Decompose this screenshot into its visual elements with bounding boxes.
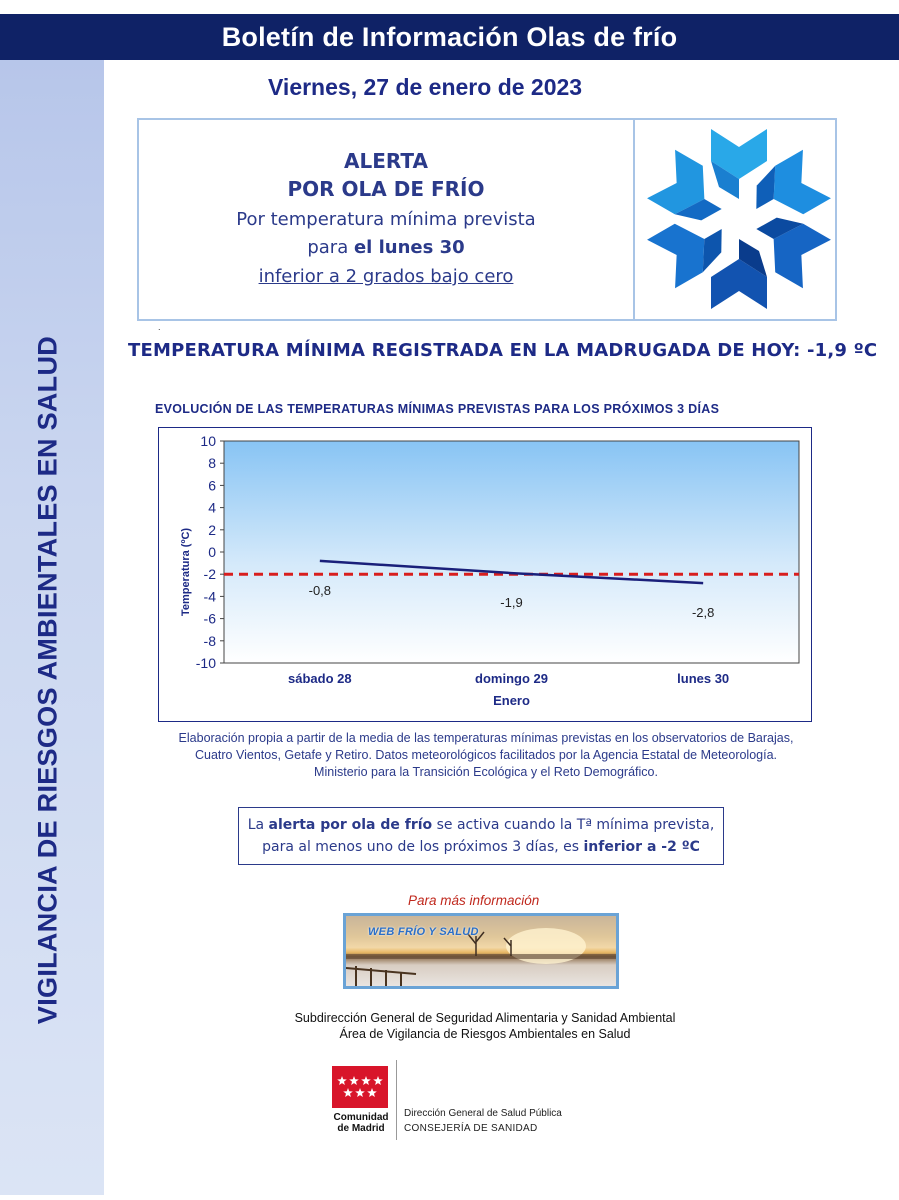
y-tick-label: -8 [203,632,216,649]
rule-text-2: se activa cuando la Tª mínima prevista, [432,817,715,833]
rule-text-1: La [247,817,269,833]
data-label: -0,8 [308,582,332,598]
chart-title: EVOLUCIÓN DE LAS TEMPERATURAS MÍNIMAS PREVISTAS PARA LOS PRÓXIMOS 3 DÍAS [155,402,720,416]
data-label: -2,8 [691,605,715,621]
y-tick-label: 10 [200,433,216,449]
y-tick-label: -4 [203,588,216,605]
y-tick-label: 8 [208,455,216,472]
x-tick-label: sábado 28 [288,671,352,686]
web-frio-salud-banner[interactable] [343,913,619,989]
star-icon [349,1076,359,1085]
x-axis-label: Enero [493,693,530,708]
rule-bold-2: inferior a -2 ºC [583,839,700,855]
alert-line-5: inferior a 2 grados bajo cero [258,266,514,287]
alert-rule-line-1 [239,814,723,836]
web-banner-label: WEB FRÍO Y SALUD [368,926,479,938]
y-tick-label: 0 [208,544,216,560]
star-icon [373,1076,383,1085]
logo-name [330,1112,392,1134]
star-icon [337,1076,347,1085]
logo-divider [396,1060,397,1140]
alert-divider [633,120,635,319]
comunidad-madrid-logo [330,1060,590,1140]
bulletin-header [0,14,899,60]
alert-line-4 [139,234,633,262]
y-tick-label: 6 [208,477,216,494]
alert-rule-box [238,807,724,865]
plot-area [224,441,799,663]
y-axis-label: Temperatura (ºC) [180,527,192,617]
source-note: Elaboración propia a partir de la media de las temperaturas mínimas previstas en los observatorios de Barajas, Cuatro Vientos, Getafe y Retiro. Datos meteorológicos facilitados por la Agencia Estatal de Meteorología. Ministerio para la Transición Ecológica y el Reto Demográfico. [178,731,794,779]
y-tick-label: 4 [208,499,216,516]
alert-line-3: Por temperatura mínima prevista [236,209,536,230]
side-label: VIGILANCIA DE RIESGOS AMBIENTALES EN SALUD [32,335,63,1025]
bulletin-title: Boletín de Información Olas de frío [221,21,678,52]
logo-name-2: de Madrid [337,1123,385,1134]
rule-text-3: para al menos uno de los próximos 3 días, es [262,839,584,855]
star-icon [367,1088,377,1097]
star-icon [343,1088,353,1097]
bulletin-date: Viernes, 27 de enero de 2023 [268,74,583,100]
alert-box [137,118,837,321]
snowflake-icon [644,124,834,314]
stars-icon [332,1066,388,1108]
x-tick-label: lunes 30 [677,671,730,686]
madrid-flag-icon [332,1066,388,1108]
stray-dot: . [158,322,161,332]
logo-directorate: Dirección General de Salud Pública [404,1108,562,1119]
sub-directorate [200,1010,770,1042]
y-tick-label: 2 [208,521,216,538]
logo-name-1: Comunidad [333,1112,389,1123]
data-label: -1,9 [500,595,523,611]
registered-min-temp: TEMPERATURA MÍNIMA REGISTRADA EN LA MADRUGADA DE HOY: -1,9 ºC [128,340,878,361]
alert-rule-line-2 [239,836,723,858]
alert-line-1: ALERTA [344,149,428,173]
alert-text [139,148,633,292]
y-tick-label: -10 [195,655,216,671]
logo-ministry: CONSEJERÍA DE SANIDAD [404,1123,538,1134]
sub-directorate-line-2: Área de Vigilancia de Riesgos Ambientales en Salud [339,1027,631,1041]
star-icon [355,1088,365,1097]
sub-directorate-line-1: Subdirección General de Seguridad Alimentaria y Sanidad Ambiental [294,1011,676,1025]
temperature-chart [158,427,812,722]
y-tick-label: -2 [203,566,216,583]
alert-line-2: POR OLA DE FRÍO [287,177,485,201]
side-band [0,60,104,1195]
alert-line-4-prefix: para [307,237,354,258]
star-icon [361,1076,371,1085]
rule-bold-1: alerta por ola de frío [268,817,433,833]
y-tick-label: -6 [203,610,216,627]
more-info-label: Para más información [408,893,540,908]
x-tick-label: domingo 29 [475,671,548,686]
alert-line-4-day: el lunes 30 [353,237,465,258]
temperature-chart-svg [159,428,811,721]
